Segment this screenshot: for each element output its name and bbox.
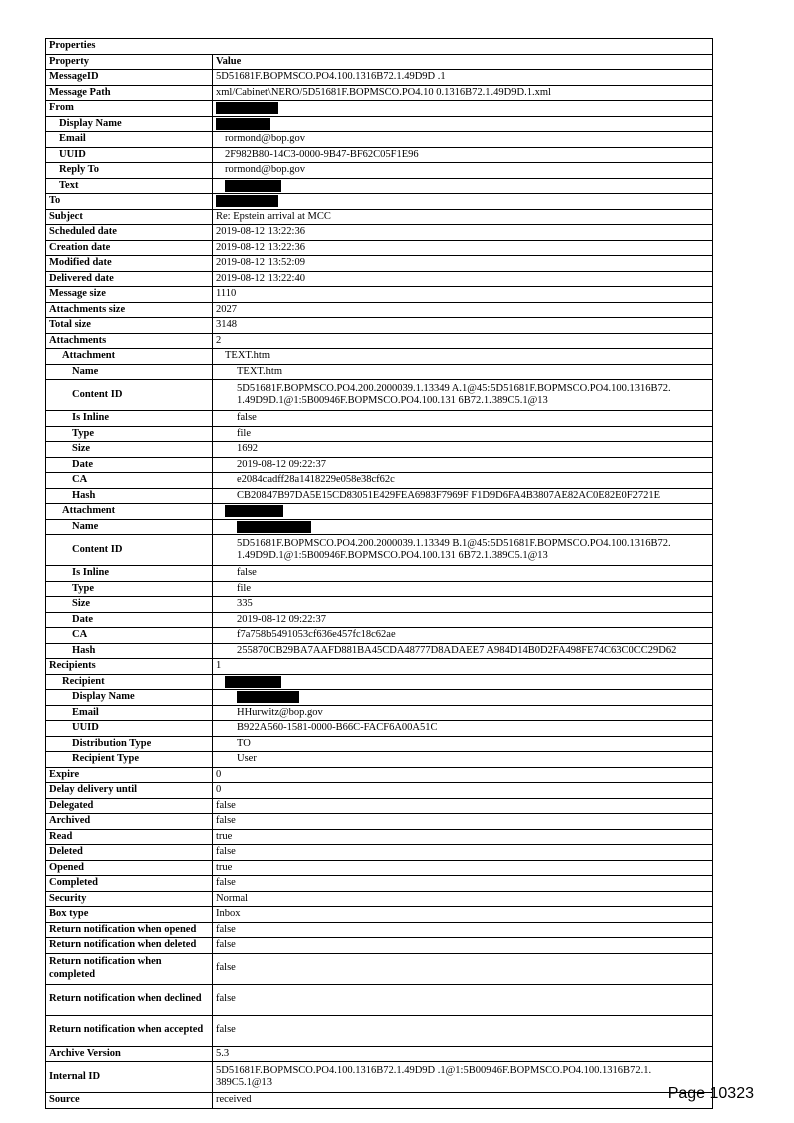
property-name: UUID — [46, 721, 213, 737]
table-row — [46, 147, 713, 163]
property-name: CA — [46, 473, 213, 489]
property-value — [213, 798, 713, 814]
value-text: false — [216, 799, 236, 811]
property-name: Message Path — [46, 85, 213, 101]
value-text: file — [237, 427, 251, 439]
property-value — [213, 132, 713, 148]
value-text: 0 — [216, 784, 222, 796]
property-value — [213, 101, 713, 117]
table-row — [46, 1046, 713, 1062]
property-name: Name — [46, 519, 213, 535]
table-row — [46, 721, 713, 737]
property-value — [213, 519, 713, 535]
property-value — [213, 302, 713, 318]
property-name: Type — [46, 581, 213, 597]
property-name: Attachment — [46, 504, 213, 520]
property-value — [213, 225, 713, 241]
value-text-continued: 389C5.1@13 — [216, 1077, 273, 1088]
table-row — [46, 1062, 713, 1093]
property-value — [213, 767, 713, 783]
property-name: Deleted — [46, 845, 213, 861]
value-text-continued: 1.49D9D.1@1:5B00946F.BOPMSCO.PO4.100.131 6B72.1.389C5.1@13 — [237, 550, 548, 561]
table-row — [46, 163, 713, 179]
table-title-row — [46, 39, 713, 55]
table-row — [46, 349, 713, 365]
value-text: 2F982B80-14C3-0000-9B47-BF62C05F1E96 — [225, 148, 419, 160]
table-row — [46, 178, 713, 194]
property-name: Internal ID — [46, 1062, 213, 1093]
value-text: false — [237, 412, 257, 424]
value-text: 5D51681F.BOPMSCO.PO4.200.2000039.1.13349 A.1@45:5D51681F.BOPMSCO.PO4.100.1316B72. — [237, 382, 671, 394]
value-text: 1692 — [237, 443, 258, 455]
value-text: CB20847B97DA5E15CD83051E429FEA6983F7969F F1D9D6FA4B3807AE82AC0E82E0F2721E — [237, 489, 661, 501]
value-text: 2019-08-12 09:22:37 — [237, 458, 326, 470]
property-value — [213, 504, 713, 520]
property-name: Attachment — [46, 349, 213, 365]
value-text: 3148 — [216, 319, 237, 331]
property-value — [213, 674, 713, 690]
table-row — [46, 612, 713, 628]
value-text: 2019-08-12 09:22:37 — [237, 613, 326, 625]
value-text: 5D51681F.BOPMSCO.PO4.100.1316B72.1.49D9D .1 — [216, 71, 446, 83]
property-name: Hash — [46, 643, 213, 659]
table-row — [46, 519, 713, 535]
property-value — [213, 814, 713, 830]
properties-document — [45, 38, 712, 1109]
property-name: Recipient Type — [46, 752, 213, 768]
redaction-block — [216, 118, 270, 130]
property-name: Is Inline — [46, 411, 213, 427]
property-value — [213, 318, 713, 334]
property-name: Content ID — [46, 535, 213, 566]
table-row — [46, 209, 713, 225]
table-row — [46, 767, 713, 783]
value-text: false — [237, 567, 257, 579]
property-value — [213, 643, 713, 659]
property-value — [213, 721, 713, 737]
property-name: Email — [46, 705, 213, 721]
property-value — [213, 736, 713, 752]
property-value — [213, 597, 713, 613]
property-name: Hash — [46, 488, 213, 504]
property-value — [213, 147, 713, 163]
table-row — [46, 488, 713, 504]
property-value — [213, 628, 713, 644]
value-text: false — [216, 815, 236, 827]
table-row — [46, 70, 713, 86]
value-text: 5D51681F.BOPMSCO.PO4.100.1316B72.1.49D9D .1@1:5B00946F.BOPMSCO.PO4.100.1316B72.1. — [216, 1064, 652, 1076]
table-header-row — [46, 54, 713, 70]
property-name: Recipients — [46, 659, 213, 675]
property-value — [213, 705, 713, 721]
property-value — [213, 1046, 713, 1062]
property-name: Expire — [46, 767, 213, 783]
table-row — [46, 705, 713, 721]
redaction-block — [225, 180, 281, 192]
properties-table — [45, 38, 713, 1109]
value-text: 5.3 — [216, 1047, 230, 1059]
table-row — [46, 256, 713, 272]
property-value — [213, 411, 713, 427]
table-row — [46, 736, 713, 752]
property-name: Display Name — [46, 116, 213, 132]
property-name: Total size — [46, 318, 213, 334]
table-row — [46, 194, 713, 210]
property-name: Name — [46, 364, 213, 380]
property-name: Attachments size — [46, 302, 213, 318]
property-value — [213, 85, 713, 101]
property-value — [213, 659, 713, 675]
value-text: received — [216, 1094, 252, 1106]
value-text: f7a758b5491053cf636e457fc18c62ae — [237, 629, 396, 641]
table-row — [46, 566, 713, 582]
property-name: Delivered date — [46, 271, 213, 287]
table-row — [46, 457, 713, 473]
table-row — [46, 504, 713, 520]
table-row — [46, 922, 713, 938]
property-value — [213, 891, 713, 907]
value-text: false — [216, 939, 236, 951]
property-name: Creation date — [46, 240, 213, 256]
property-name: CA — [46, 628, 213, 644]
value-text: false — [216, 1024, 236, 1036]
property-name: Return notification when declined — [46, 984, 213, 1015]
table-row — [46, 411, 713, 427]
property-name: Content ID — [46, 380, 213, 411]
property-name: Security — [46, 891, 213, 907]
table-row — [46, 845, 713, 861]
property-value — [213, 581, 713, 597]
table-row — [46, 581, 713, 597]
property-value — [213, 690, 713, 706]
property-value — [213, 116, 713, 132]
property-value — [213, 783, 713, 799]
property-value — [213, 535, 713, 566]
value-text: 2 — [216, 334, 222, 346]
property-value — [213, 70, 713, 86]
table-row — [46, 783, 713, 799]
table-row — [46, 271, 713, 287]
property-name: To — [46, 194, 213, 210]
value-text: B922A560-1581-0000-B66C-FACF6A00A51C — [237, 722, 438, 734]
property-name: Completed — [46, 876, 213, 892]
property-value — [213, 953, 713, 984]
property-value — [213, 457, 713, 473]
table-title: Properties — [46, 39, 713, 55]
table-row — [46, 953, 713, 984]
value-text: false — [216, 877, 236, 889]
value-text: 335 — [237, 598, 253, 610]
property-value — [213, 1062, 713, 1093]
table-row — [46, 240, 713, 256]
property-name: Source — [46, 1093, 213, 1109]
value-text: 1 — [216, 660, 222, 672]
value-text: TO — [237, 737, 251, 749]
property-value — [213, 271, 713, 287]
value-text: HHurwitz@bop.gov — [237, 706, 323, 718]
table-row — [46, 132, 713, 148]
value-text: 0 — [216, 768, 222, 780]
property-value — [213, 612, 713, 628]
value-text: User — [237, 753, 257, 765]
value-text: true — [216, 861, 233, 873]
table-row — [46, 597, 713, 613]
property-name: Delegated — [46, 798, 213, 814]
property-name: Box type — [46, 907, 213, 923]
table-row — [46, 473, 713, 489]
property-value — [213, 488, 713, 504]
property-name: Recipient — [46, 674, 213, 690]
column-header-value: Value — [213, 54, 713, 70]
property-value — [213, 380, 713, 411]
table-row — [46, 628, 713, 644]
property-name: Email — [46, 132, 213, 148]
property-value — [213, 364, 713, 380]
property-name: Type — [46, 426, 213, 442]
value-text: 2019-08-12 13:22:40 — [216, 272, 305, 284]
property-value — [213, 845, 713, 861]
property-value — [213, 163, 713, 179]
value-text-continued: 1.49D9D.1@1:5B00946F.BOPMSCO.PO4.100.131 6B72.1.389C5.1@13 — [237, 395, 548, 406]
property-name: Return notification when deleted — [46, 938, 213, 954]
property-name: Scheduled date — [46, 225, 213, 241]
table-row — [46, 287, 713, 303]
property-name: Subject — [46, 209, 213, 225]
value-text: false — [216, 993, 236, 1005]
property-value — [213, 876, 713, 892]
property-name: MessageID — [46, 70, 213, 86]
property-value — [213, 442, 713, 458]
property-name: Reply To — [46, 163, 213, 179]
redaction-block — [216, 102, 278, 114]
property-name: Attachments — [46, 333, 213, 349]
property-name: Opened — [46, 860, 213, 876]
property-value — [213, 349, 713, 365]
property-value — [213, 1093, 713, 1109]
value-text: 2027 — [216, 303, 237, 315]
property-value — [213, 209, 713, 225]
value-text: false — [216, 962, 236, 974]
table-row — [46, 101, 713, 117]
value-text: 2019-08-12 13:22:36 — [216, 241, 305, 253]
table-row — [46, 752, 713, 768]
property-name: Distribution Type — [46, 736, 213, 752]
table-row — [46, 225, 713, 241]
property-value — [213, 426, 713, 442]
value-text: rormond@bop.gov — [225, 133, 305, 145]
value-text: true — [216, 830, 233, 842]
property-name: Read — [46, 829, 213, 845]
table-row — [46, 674, 713, 690]
property-value — [213, 287, 713, 303]
property-value — [213, 473, 713, 489]
property-name: Archived — [46, 814, 213, 830]
property-name: Message size — [46, 287, 213, 303]
property-value — [213, 1015, 713, 1046]
property-name: Size — [46, 442, 213, 458]
property-value — [213, 178, 713, 194]
table-row — [46, 116, 713, 132]
property-name: From — [46, 101, 213, 117]
column-header-property: Property — [46, 54, 213, 70]
value-text: false — [216, 923, 236, 935]
table-row — [46, 829, 713, 845]
table-row — [46, 442, 713, 458]
property-name: UUID — [46, 147, 213, 163]
property-value — [213, 984, 713, 1015]
property-value — [213, 240, 713, 256]
property-value — [213, 907, 713, 923]
table-row — [46, 814, 713, 830]
property-value — [213, 829, 713, 845]
property-value — [213, 860, 713, 876]
page-number: Page 10323 — [667, 1085, 754, 1102]
redaction-block — [216, 195, 278, 207]
value-text: 255870CB29BA7AAFD881BA45CDA48777D8ADAEE7 A984D14B0D2FA498FE74C63C0CC29D62 — [237, 644, 677, 656]
table-row — [46, 907, 713, 923]
value-text: 2019-08-12 13:22:36 — [216, 226, 305, 238]
property-name: Text — [46, 178, 213, 194]
property-name: Is Inline — [46, 566, 213, 582]
property-value — [213, 256, 713, 272]
property-value — [213, 752, 713, 768]
redaction-block — [225, 676, 281, 688]
value-text: xml/Cabinet\NERO/5D51681F.BOPMSCO.PO4.10 0.1316B72.1.49D9D.1.xml — [216, 86, 551, 98]
table-row — [46, 690, 713, 706]
property-value — [213, 566, 713, 582]
property-name: Return notification when completed — [46, 953, 213, 984]
table-row — [46, 659, 713, 675]
property-value — [213, 333, 713, 349]
property-name: Modified date — [46, 256, 213, 272]
property-value — [213, 194, 713, 210]
value-text: file — [237, 582, 251, 594]
value-text: 1110 — [216, 288, 237, 300]
table-row — [46, 984, 713, 1015]
table-row — [46, 318, 713, 334]
table-row — [46, 891, 713, 907]
value-text: Re: Epstein arrival at MCC — [216, 210, 331, 222]
value-text: 5D51681F.BOPMSCO.PO4.200.2000039.1.13349 B.1@45:5D51681F.BOPMSCO.PO4.100.1316B72. — [237, 537, 671, 549]
table-row — [46, 643, 713, 659]
property-name: Delay delivery until — [46, 783, 213, 799]
table-row — [46, 798, 713, 814]
redaction-block — [237, 691, 299, 703]
property-value — [213, 922, 713, 938]
property-name: Display Name — [46, 690, 213, 706]
table-row — [46, 938, 713, 954]
value-text: false — [216, 846, 236, 858]
table-row — [46, 333, 713, 349]
value-text: Normal — [216, 892, 249, 904]
table-row — [46, 85, 713, 101]
value-text: TEXT.htm — [237, 365, 283, 377]
property-value — [213, 938, 713, 954]
table-row — [46, 860, 713, 876]
value-text: rormond@bop.gov — [225, 164, 305, 176]
table-row — [46, 1093, 713, 1109]
property-name: Return notification when opened — [46, 922, 213, 938]
value-text: Inbox — [216, 908, 241, 920]
value-text: 2019-08-12 13:52:09 — [216, 257, 305, 269]
table-row — [46, 364, 713, 380]
property-name: Date — [46, 457, 213, 473]
table-row — [46, 1015, 713, 1046]
table-row — [46, 426, 713, 442]
table-row — [46, 302, 713, 318]
table-row — [46, 876, 713, 892]
property-name: Size — [46, 597, 213, 613]
property-name: Return notification when accepted — [46, 1015, 213, 1046]
value-text: e2084cadff28a1418229e058e38cf62c — [237, 474, 395, 486]
table-row — [46, 535, 713, 566]
table-row — [46, 380, 713, 411]
property-name: Archive Version — [46, 1046, 213, 1062]
redaction-block — [237, 521, 311, 533]
redaction-block — [225, 505, 283, 517]
value-text: TEXT.htm — [225, 350, 271, 362]
property-name: Date — [46, 612, 213, 628]
